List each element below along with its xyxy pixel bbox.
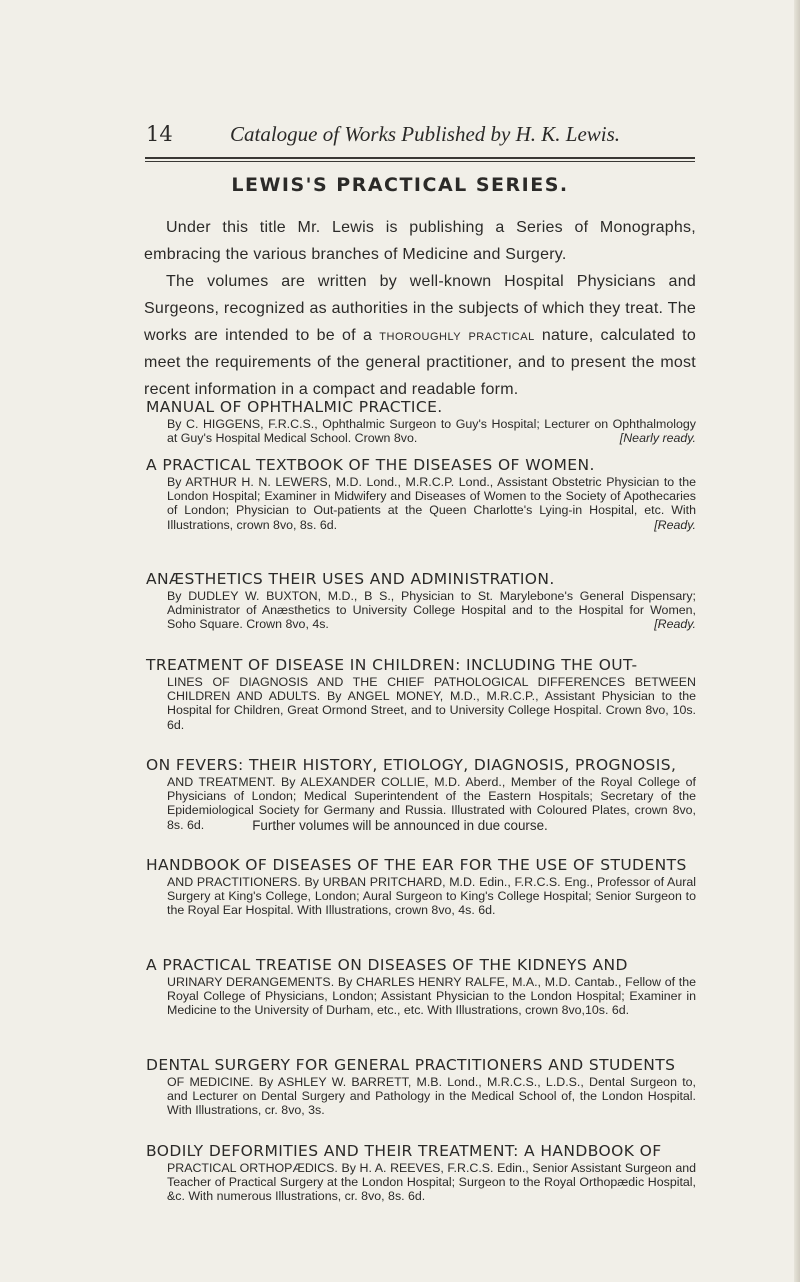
book-title: BODILY DEFORMITIES AND THEIR TREATMENT: A HANDBOOK OF — [146, 1142, 662, 1160]
book-entry — [144, 856, 696, 918]
book-description: LINES OF DIAGNOSIS AND THE CHIEF PATHOLOGICAL DIFFERENCES BETWEEN CHILDREN AND ADULTS. By ANGEL MONEY, M.D., M.R.C.P., Assistant Physician to the Hospital for Children, Great Ormond Street, and to University College Hospital. Crown 8vo, 10s. 6d. — [167, 675, 696, 732]
book-description — [144, 589, 696, 632]
running-head — [146, 122, 706, 148]
book-entry — [144, 1142, 696, 1204]
intro-paragraph-2-part-a: The volumes are written by well-known Hospital Physicians and Surgeons, recognized as authorities in the subjects of which they treat. The works are intended to be of a — [144, 273, 696, 344]
book-details: By DUDLEY W. BUXTON, M.D., B S., Physician to St. Marylebone's General Dispensary; Administrator of Anæsthetics to University College Hospital and to the Hospital for Women, Soho Square. Crown 8vo, 4s. — [167, 589, 696, 632]
book-title: DENTAL SURGERY FOR GENERAL PRACTITIONERS AND STUDENTS — [146, 1056, 676, 1074]
book-entry — [144, 656, 696, 732]
book-description: AND TREATMENT. By ALEXANDER COLLIE, M.D. Aberd., Member of the Royal College of Physicians of London; Medical Superintendent of the Eastern Hospitals; Secretary of the Epidemiological Society for Germany and Russia. Illustrated with Coloured Plates, crown 8vo, 8s. 6d. — [167, 775, 696, 832]
book-entry — [144, 398, 696, 445]
book-entry — [144, 1056, 696, 1118]
book-title: A PRACTICAL TEXTBOOK OF THE DISEASES OF WOMEN. — [146, 456, 595, 474]
intro-paragraph-2 — [144, 268, 696, 403]
book-title: A PRACTICAL TREATISE ON DISEASES OF THE KIDNEYS AND — [146, 956, 628, 974]
header-rule-thick — [145, 157, 695, 159]
book-description: PRACTICAL ORTHOPÆDICS. By H. A. REEVES, F.R.C.S. Edin., Senior Assistant Surgeon and Teacher of Practical Surgery at the London Hospital; Surgeon to the Royal Orthopædic Hospital, &c. With numerous Illustrations, cr. 8vo, 8s. 6d. — [167, 1161, 696, 1204]
book-details: By ARTHUR H. N. LEWERS, M.D. Lond., M.R.C.P. Lond., Assistant Obstetric Physician to the London Hospital; Examiner in Midwifery and Diseases of Women to the Society of Apothecaries of London; Physician to Out-patients at the Queen Charlotte's Lying-in Hospital, etc. With Illustrations, crown 8vo, 8s. 6d. — [167, 475, 696, 532]
book-title: ON FEVERS: THEIR HISTORY, ETIOLOGY, DIAGNOSIS, PROGNOSIS, — [146, 756, 677, 774]
header-rule-thin — [145, 161, 695, 162]
footer-note: Further volumes will be announced in due course. — [252, 818, 548, 833]
intro-text — [144, 214, 696, 403]
series-heading: LEWIS'S PRACTICAL SERIES. — [231, 174, 569, 196]
book-title: HANDBOOK OF DISEASES OF THE EAR FOR THE USE OF STUDENTS — [146, 856, 687, 874]
book-title: ANÆSTHETICS THEIR USES AND ADMINISTRATION. — [146, 570, 555, 588]
page-number: 14 — [146, 122, 173, 146]
book-description — [144, 417, 696, 445]
book-status: [Ready. — [654, 617, 696, 632]
intro-paragraph-1: Under this title Mr. Lewis is publishing a Series of Monographs, embracing the various branches of Medicine and Surgery. — [144, 219, 696, 263]
book-entry — [144, 570, 696, 632]
book-details: By C. HIGGENS, F.R.C.S., Ophthalmic Surgeon to Guy's Hospital; Lecturer on Ophthalmology at Guy's Hospital Medical School. Crown 8vo. — [167, 417, 696, 446]
book-description: URINARY DERANGEMENTS. By CHARLES HENRY RALFE, M.A., M.D. Cantab., Fellow of the Royal College of Physicians, London; Assistant Physician to the London Hospital; Examiner in Medicine to the University of Durham, etc., etc. With Illustrations, crown 8vo,10s. 6d. — [167, 975, 696, 1018]
book-description: OF MEDICINE. By ASHLEY W. BARRETT, M.B. Lond., M.R.C.S., L.D.S., Dental Surgeon to, and Lecturer on Dental Surgery and Pathology in the Medical School of, the London Hospital. With Illustrations, cr. 8vo, 3s. — [167, 1075, 696, 1118]
book-status: [Ready. — [654, 517, 696, 532]
book-title: MANUAL OF OPHTHALMIC PRACTICE. — [146, 398, 443, 416]
book-title: TREATMENT OF DISEASE IN CHILDREN: INCLUDING THE OUT- — [146, 656, 638, 674]
intro-emphasis: thoroughly practical — [379, 327, 535, 344]
book-entry — [144, 956, 696, 1018]
book-entry — [144, 456, 696, 532]
book-description: AND PRACTITIONERS. By URBAN PRITCHARD, M.D. Edin., F.R.C.S. Eng., Professor of Aural Surgery at King's College, London; Aural Surgeon to King's College Hospital; Senior Surgeon to the Royal Ear Hospital. With Illustrations, crown 8vo, 4s. 6d. — [167, 875, 696, 918]
book-description — [144, 475, 696, 532]
intro-paragraph-2-part-b: nature, calculated to meet the requirements of the general practitioner, and to present the most recent information in a compact and readable form. — [144, 327, 697, 398]
running-title: Catalogue of Works Published by H. K. Lewis. — [230, 122, 621, 146]
book-status: [Nearly ready. — [619, 431, 696, 446]
